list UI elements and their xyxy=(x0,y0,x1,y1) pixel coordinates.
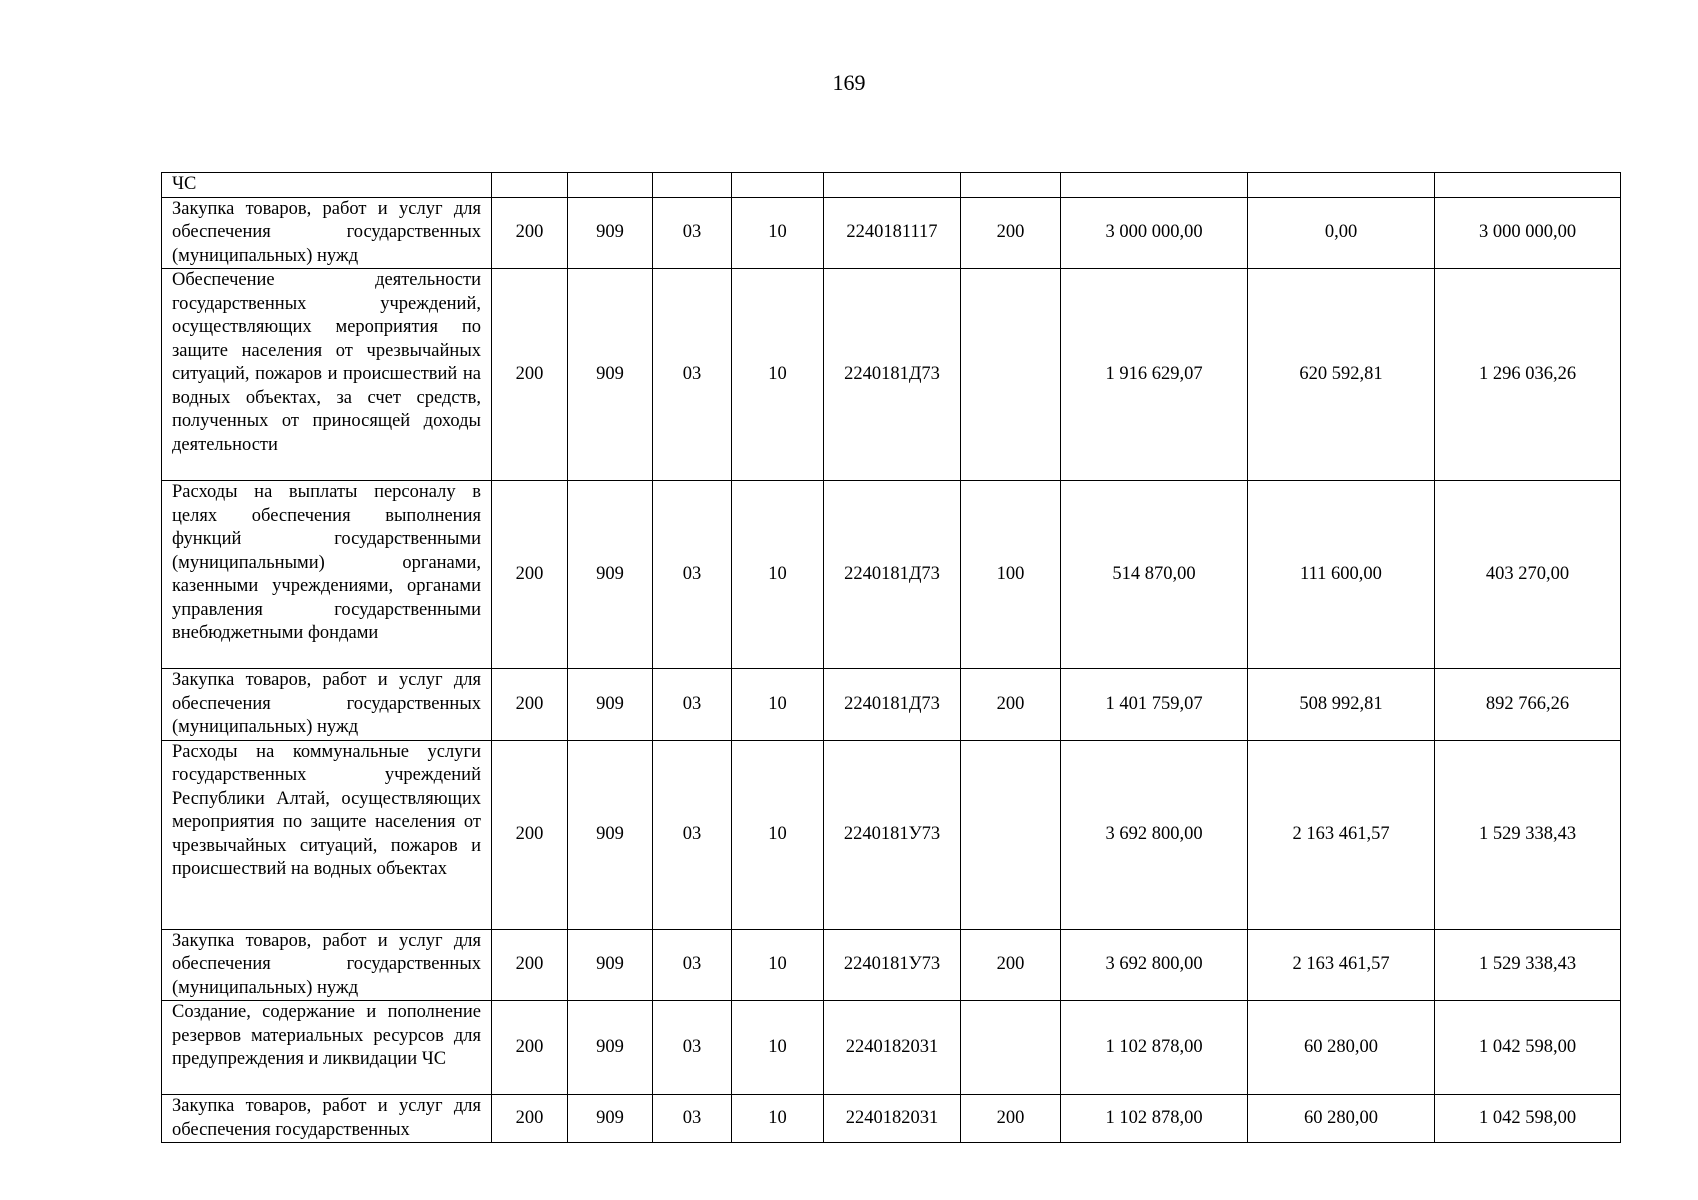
cell-amount-remaining: 1 529 338,43 xyxy=(1435,929,1621,1001)
cell-amount-approved: 1 401 759,07 xyxy=(1061,669,1248,741)
table-row xyxy=(162,269,1621,481)
row-description: Закупка товаров, работ и услуг для обеспечения государственных xyxy=(162,1095,492,1143)
cell-amount-executed: 111 600,00 xyxy=(1248,481,1435,669)
cell-ministry: 909 xyxy=(568,669,653,741)
cell-section: 03 xyxy=(653,1001,732,1095)
cell-section: 03 xyxy=(653,929,732,1001)
cell-amount-executed: 60 280,00 xyxy=(1248,1095,1435,1143)
cell-subsection: 10 xyxy=(732,481,824,669)
cell-section: 03 xyxy=(653,269,732,481)
table-row xyxy=(162,740,1621,929)
cell-amount-executed: 508 992,81 xyxy=(1248,669,1435,741)
cell-subsection: 10 xyxy=(732,669,824,741)
cell-amount-remaining: 1 042 598,00 xyxy=(1435,1095,1621,1143)
cell-amount-executed: 2 163 461,57 xyxy=(1248,740,1435,929)
cell-ministry: 909 xyxy=(568,740,653,929)
cell-amount-approved xyxy=(1061,173,1248,198)
row-description: Обеспечение деятельности государственных учреждений, осуществляющих мероприятия по защите населения от чрезвычайных ситуаций, пожаров и происшествий на водных объектах, за счет средств, полученных от приносящей доходы деятельности xyxy=(162,269,492,481)
table-row xyxy=(162,173,1621,198)
table-row xyxy=(162,669,1621,741)
row-description: Закупка товаров, работ и услуг для обеспечения государственных (муниципальных) нужд xyxy=(162,197,492,269)
row-description: Расходы на коммунальные услуги государственных учреждений Республики Алтай, осуществляющих мероприятия по защите населения от чрезвычайных ситуаций, пожаров и происшествий на водных объектах xyxy=(162,740,492,929)
cell-target-article: 2240181У73 xyxy=(824,929,961,1001)
cell-subsection: 10 xyxy=(732,197,824,269)
cell-ministry: 909 xyxy=(568,1095,653,1143)
cell-target-article: 2240181Д73 xyxy=(824,269,961,481)
cell-amount-approved: 3 692 800,00 xyxy=(1061,929,1248,1001)
cell-target-article: 2240181Д73 xyxy=(824,481,961,669)
cell-amount-approved: 1 102 878,00 xyxy=(1061,1001,1248,1095)
cell-subsection: 10 xyxy=(732,1001,824,1095)
cell-expense-type xyxy=(961,269,1061,481)
cell-amount-approved: 514 870,00 xyxy=(1061,481,1248,669)
budget-table xyxy=(161,172,1621,1143)
cell-section: 03 xyxy=(653,481,732,669)
cell-subsection xyxy=(732,173,824,198)
cell-ministry: 909 xyxy=(568,481,653,669)
cell-target-article xyxy=(824,173,961,198)
cell-section: 03 xyxy=(653,1095,732,1143)
cell-amount-remaining: 1 296 036,26 xyxy=(1435,269,1621,481)
table-row xyxy=(162,1095,1621,1143)
cell-amount-remaining: 403 270,00 xyxy=(1435,481,1621,669)
cell-section: 03 xyxy=(653,740,732,929)
cell-amount-approved: 1 102 878,00 xyxy=(1061,1095,1248,1143)
row-description: Закупка товаров, работ и услуг для обеспечения государственных (муниципальных) нужд xyxy=(162,929,492,1001)
cell-subsection: 10 xyxy=(732,929,824,1001)
cell-admin: 200 xyxy=(492,929,568,1001)
cell-ministry: 909 xyxy=(568,1001,653,1095)
cell-amount-remaining: 892 766,26 xyxy=(1435,669,1621,741)
cell-section: 03 xyxy=(653,197,732,269)
cell-amount-remaining: 3 000 000,00 xyxy=(1435,197,1621,269)
cell-amount-executed: 620 592,81 xyxy=(1248,269,1435,481)
cell-admin: 200 xyxy=(492,269,568,481)
cell-section: 03 xyxy=(653,669,732,741)
cell-section xyxy=(653,173,732,198)
cell-target-article: 2240181117 xyxy=(824,197,961,269)
cell-amount-approved: 1 916 629,07 xyxy=(1061,269,1248,481)
row-description: Закупка товаров, работ и услуг для обеспечения государственных (муниципальных) нужд xyxy=(162,669,492,741)
cell-subsection: 10 xyxy=(732,740,824,929)
cell-subsection: 10 xyxy=(732,1095,824,1143)
cell-admin: 200 xyxy=(492,1095,568,1143)
cell-expense-type: 200 xyxy=(961,669,1061,741)
row-description: ЧС xyxy=(162,173,492,198)
cell-admin: 200 xyxy=(492,740,568,929)
table-row xyxy=(162,929,1621,1001)
cell-ministry xyxy=(568,173,653,198)
cell-target-article: 2240181Д73 xyxy=(824,669,961,741)
cell-expense-type xyxy=(961,740,1061,929)
cell-amount-approved: 3 692 800,00 xyxy=(1061,740,1248,929)
table-row xyxy=(162,481,1621,669)
cell-admin: 200 xyxy=(492,669,568,741)
cell-target-article: 2240181У73 xyxy=(824,740,961,929)
cell-subsection: 10 xyxy=(732,269,824,481)
cell-amount-remaining: 1 529 338,43 xyxy=(1435,740,1621,929)
cell-amount-remaining: 1 042 598,00 xyxy=(1435,1001,1621,1095)
cell-ministry: 909 xyxy=(568,197,653,269)
row-description: Расходы на выплаты персоналу в целях обеспечения выполнения функций государственными (муниципальными) органами, казенными учреждениями, органами управления государственными внебюджетными фондами xyxy=(162,481,492,669)
cell-admin: 200 xyxy=(492,481,568,669)
cell-expense-type: 200 xyxy=(961,929,1061,1001)
cell-amount-approved: 3 000 000,00 xyxy=(1061,197,1248,269)
cell-admin xyxy=(492,173,568,198)
table-row xyxy=(162,1001,1621,1095)
cell-expense-type: 100 xyxy=(961,481,1061,669)
cell-expense-type: 200 xyxy=(961,197,1061,269)
row-description: Создание, содержание и пополнение резервов материальных ресурсов для предупреждения и ликвидации ЧС xyxy=(162,1001,492,1095)
cell-target-article: 2240182031 xyxy=(824,1001,961,1095)
cell-expense-type: 200 xyxy=(961,1095,1061,1143)
cell-amount-executed: 2 163 461,57 xyxy=(1248,929,1435,1001)
cell-amount-executed xyxy=(1248,173,1435,198)
cell-ministry: 909 xyxy=(568,269,653,481)
cell-amount-remaining xyxy=(1435,173,1621,198)
cell-admin: 200 xyxy=(492,197,568,269)
cell-expense-type xyxy=(961,173,1061,198)
cell-amount-executed: 60 280,00 xyxy=(1248,1001,1435,1095)
table-row xyxy=(162,197,1621,269)
cell-amount-executed: 0,00 xyxy=(1248,197,1435,269)
page-number: 169 xyxy=(832,70,866,95)
cell-expense-type xyxy=(961,1001,1061,1095)
cell-ministry: 909 xyxy=(568,929,653,1001)
cell-admin: 200 xyxy=(492,1001,568,1095)
cell-target-article: 2240182031 xyxy=(824,1095,961,1143)
